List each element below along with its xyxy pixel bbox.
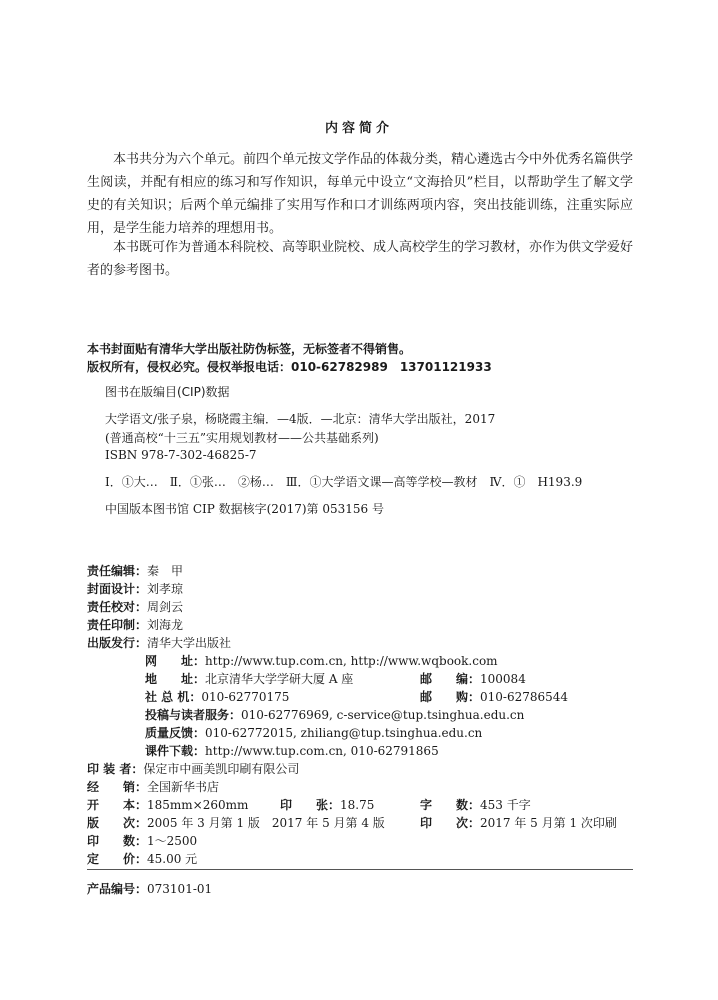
address-label: 地 址： [145,672,206,686]
cip-isbn: ISBN 978-7-302-46825-7 [105,448,257,462]
quality-feedback-label: 质量反馈： [145,726,206,740]
credit-value: 刘海龙 [147,618,184,632]
price-value: 45.00 元 [147,852,198,866]
website-label: 网 址： [145,654,206,668]
sheets-label: 印 张： [280,798,341,812]
format-value: 185mm×260mm [147,798,249,812]
reader-service-value: 010-62776969, c-service@tup.tsinghua.edu.cn [241,708,525,722]
switchboard-value: 010-62770175 [201,690,290,704]
credit-label: 责任校对： [87,600,148,614]
printer-label: 印 装 者： [87,762,144,776]
mail-order-label: 邮 购： [420,690,481,704]
cip-classification: Ⅰ．①大… Ⅱ．①张… ②杨… Ⅲ．①大学语文课—高等学校—教材 Ⅳ．① H193.9 [105,475,583,489]
cip-line-1: 大学语文/张子泉，杨晓霞主编．—4版．—北京：清华大学出版社，2017 [105,412,496,426]
courseware-value: http://www.tup.com.cn, 010-62791865 [205,744,439,758]
sheets-row [280,794,374,813]
anti-counterfeit-notice: 本书封面贴有清华大学出版社防伪标签，无标签者不得销售。 [87,342,412,356]
zip-label: 邮 编： [420,672,481,686]
edition-label: 版 次： [87,816,148,830]
publisher-switchboard-row [145,686,289,705]
intro-paragraph-2: 本书既可作为普通本科院校、高等职业院校、成人高校学生的学习教材，亦作为供文学爱好者的参考图书。 [87,240,634,278]
distributor-value: 全国新华书店 [147,780,220,794]
printer-value: 保定市中画美凯印刷有限公司 [143,762,300,776]
credit-label: 责任印制： [87,618,148,632]
credit-row-editor [87,560,183,579]
distributor-label: 经 销： [87,780,148,794]
cip-heading: 图书在版编目(CIP)数据 [105,385,230,399]
intro-paragraph-1: 本书共分为六个单元。前四个单元按文学作品的体裁分类，精心遴选古今中外优秀名篇供学生阅读，并配有相应的练习和写作知识，每单元中设立“文海拾贝”栏目，以帮助学生了解文学史的有关知识；后两个单元编排了实用写作和口才训练两项内容，突出技能训练，注重实际应用，是学生能力培养的理想用书。 [87,152,634,236]
word-count-label: 字 数： [420,798,481,812]
publisher-reader-service-row [145,704,524,723]
website-value: http://www.tup.com.cn, http://www.wqbook.com [205,654,498,668]
switchboard-label: 社 总 机： [145,690,202,704]
publisher-mail-order-row [420,686,568,705]
printer-row [87,758,299,777]
address-value: 北京清华大学学研大厦 A 座 [205,672,354,686]
copies-label: 印 数： [87,834,148,848]
credit-row-publisher [87,632,231,651]
edition-value: 2005 年 3 月第 1 版 2017 年 5 月第 4 版 [147,816,385,830]
credit-row-proofreader [87,596,183,615]
word-count-row [420,794,531,813]
distributor-row [87,776,219,795]
reader-service-label: 投稿与读者服务： [145,708,242,722]
copyright-notice: 版权所有，侵权必究。侵权举报电话：010-62782989 13701121933 [87,360,492,374]
print-run-value: 2017 年 5 月第 1 次印刷 [480,816,617,830]
product-code-row [87,878,212,897]
copies-row [87,830,197,849]
intro-title: 内容简介 [324,121,393,136]
edition-row [87,812,385,831]
credit-value: 清华大学出版社 [147,636,232,650]
format-row [87,794,248,813]
courseware-label: 课件下载： [145,744,206,758]
credit-label: 封面设计： [87,582,148,596]
zip-value: 100084 [480,672,526,686]
price-row [87,848,197,867]
cip-line-2: (普通高校“十三五”实用规划教材——公共基础系列) [105,431,379,445]
mail-order-value: 010-62786544 [480,690,569,704]
publisher-website-row [145,650,498,669]
credit-value: 刘孝琼 [147,582,184,596]
publisher-quality-feedback-row [145,722,482,741]
format-label: 开 本： [87,798,148,812]
publisher-zip-row [420,668,526,687]
quality-feedback-value: 010-62772015, zhiliang@tup.tsinghua.edu.cn [205,726,483,740]
print-run-label: 印 次： [420,816,481,830]
divider [87,869,633,870]
cip-verification-number: 中国版本图书馆 CIP 数据核字(2017)第 053156 号 [105,502,384,516]
print-run-row [420,812,617,831]
credit-row-cover-design [87,578,183,597]
product-code-label: 产品编号： [87,882,148,896]
publisher-address-row [145,668,353,687]
copies-value: 1～2500 [147,834,198,848]
credit-row-printing-supervisor [87,614,183,633]
credit-label: 出版发行： [87,636,148,650]
credit-value: 周剑云 [147,600,184,614]
price-label: 定 价： [87,852,148,866]
credit-value: 秦 甲 [147,564,184,578]
credit-label: 责任编辑： [87,564,148,578]
product-code-value: 073101-01 [147,882,213,896]
publisher-courseware-row [145,740,439,759]
sheets-value: 18.75 [340,798,375,812]
word-count-value: 453 千字 [480,798,531,812]
